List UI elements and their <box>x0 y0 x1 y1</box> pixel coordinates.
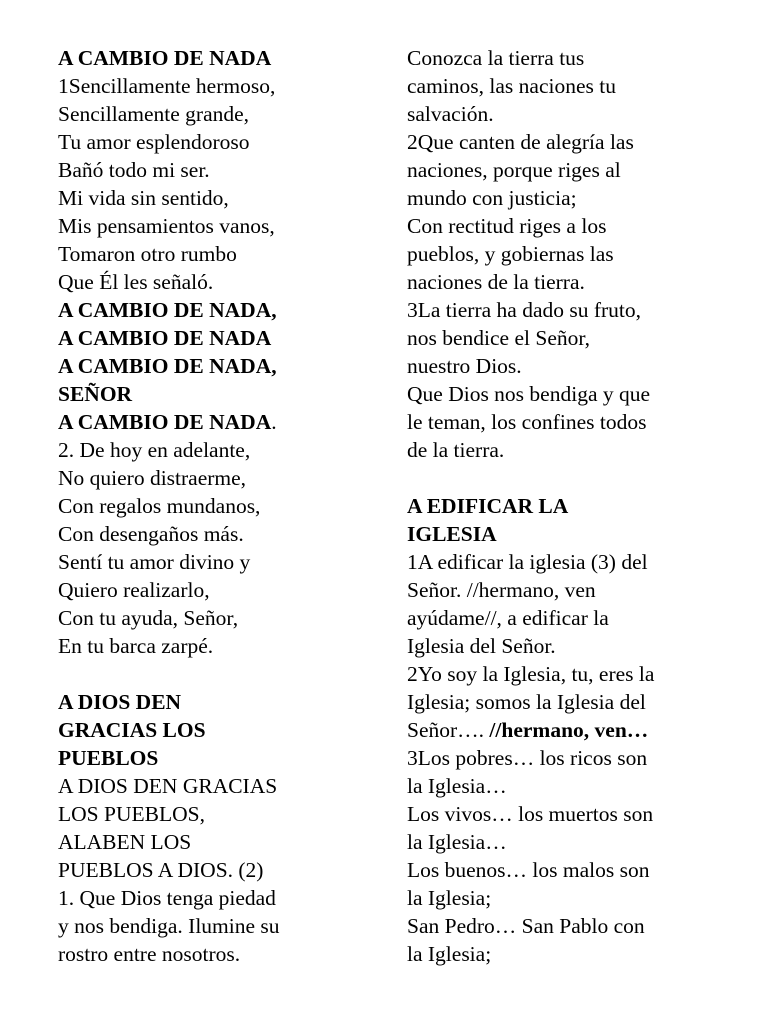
chorus-line: LOS PUEBLOS, <box>58 802 205 826</box>
lyric-line: Iglesia del Señor. <box>407 634 556 658</box>
chorus-line: ALABEN LOS <box>58 830 192 854</box>
song-title: A CAMBIO DE NADA <box>58 46 272 70</box>
chorus-line-bold: A CAMBIO DE NADA <box>58 410 272 434</box>
lyric-line: pueblos, y gobiernas las <box>407 242 614 266</box>
song-title: PUEBLOS <box>58 746 159 770</box>
lyric-line: Sencillamente grande, <box>58 102 250 126</box>
chorus-line: A CAMBIO DE NADA, <box>58 298 277 322</box>
lyric-line: Tomaron otro rumbo <box>58 242 237 266</box>
chorus-line-punct: . <box>271 410 277 434</box>
lyric-line: San Pedro… San Pablo con <box>407 914 645 938</box>
chorus-line: A DIOS DEN GRACIAS <box>58 774 278 798</box>
song-title: A EDIFICAR LA <box>407 494 569 518</box>
lyric-line: la Iglesia… <box>407 830 507 854</box>
lyric-bold-part: //hermano, ven… <box>489 718 649 742</box>
chorus-line: A CAMBIO DE NADA, <box>58 354 277 378</box>
lyric-line: Quiero realizarlo, <box>58 578 210 602</box>
lyric-line: caminos, las naciones tu <box>407 74 616 98</box>
lyric-line-mixed <box>407 716 737 744</box>
chorus-line: PUEBLOS A DIOS. (2) <box>58 858 264 882</box>
lyric-line: Con regalos mundanos, <box>58 494 261 518</box>
song-title: A DIOS DEN <box>58 690 182 714</box>
left-column <box>58 44 358 968</box>
chorus-line-last <box>58 408 358 436</box>
lyric-line: 3Los pobres… los ricos son <box>407 746 648 770</box>
lyric-line: Con rectitud riges a los <box>407 214 607 238</box>
lyric-line: rostro entre nosotros. <box>58 942 241 966</box>
lyric-line: y nos bendiga. Ilumine su <box>58 914 280 938</box>
lyric-line: naciones, porque riges al <box>407 158 621 182</box>
lyric-line: Los buenos… los malos son <box>407 858 650 882</box>
lyric-plain-part: Señor…. <box>407 718 490 742</box>
chorus-line: SEÑOR <box>58 382 133 406</box>
lyric-line: la Iglesia; <box>407 942 492 966</box>
lyric-line: No quiero distraerme, <box>58 466 247 490</box>
lyric-line: 2. De hoy en adelante, <box>58 438 251 462</box>
lyric-line: Señor. //hermano, ven <box>407 578 596 602</box>
lyric-line: Los vivos… los muertos son <box>407 802 654 826</box>
lyric-line: Que Él les señaló. <box>58 270 214 294</box>
section-gap <box>407 464 737 492</box>
lyric-line: nos bendice el Señor, <box>407 326 591 350</box>
lyric-line: Con desengaños más. <box>58 522 244 546</box>
lyric-line: salvación. <box>407 102 494 126</box>
lyric-line: Que Dios nos bendiga y que <box>407 382 651 406</box>
lyric-line: 1. Que Dios tenga piedad <box>58 886 276 910</box>
section-gap <box>58 660 358 688</box>
lyric-line: En tu barca zarpé. <box>58 634 214 658</box>
song-title: GRACIAS LOS <box>58 718 206 742</box>
lyric-line: mundo con justicia; <box>407 186 577 210</box>
lyric-line: Conozca la tierra tus <box>407 46 585 70</box>
lyric-line: ayúdame//, a edificar la <box>407 606 609 630</box>
lyric-line: la Iglesia… <box>407 774 507 798</box>
lyric-line: nuestro Dios. <box>407 354 522 378</box>
lyric-line: Iglesia; somos la Iglesia del <box>407 690 646 714</box>
lyric-line: 2Que canten de alegría las <box>407 130 634 154</box>
lyric-line: 2Yo soy la Iglesia, tu, eres la <box>407 662 655 686</box>
lyric-line: 1A edificar la iglesia (3) del <box>407 550 648 574</box>
lyric-line: 1Sencillamente hermoso, <box>58 74 276 98</box>
right-column <box>407 44 737 968</box>
lyric-line: Con tu ayuda, Señor, <box>58 606 239 630</box>
lyric-line: la Iglesia; <box>407 886 492 910</box>
song-title: IGLESIA <box>407 522 497 546</box>
lyric-line: de la tierra. <box>407 438 505 462</box>
lyric-line: Mi vida sin sentido, <box>58 186 229 210</box>
lyric-line: Mis pensamientos vanos, <box>58 214 275 238</box>
lyric-line: Bañó todo mi ser. <box>58 158 210 182</box>
lyric-line: 3La tierra ha dado su fruto, <box>407 298 642 322</box>
lyric-line: Tu amor esplendoroso <box>58 130 250 154</box>
lyric-line: Sentí tu amor divino y <box>58 550 251 574</box>
lyric-line: naciones de la tierra. <box>407 270 585 294</box>
lyric-line: le teman, los confines todos <box>407 410 647 434</box>
chorus-line: A CAMBIO DE NADA <box>58 326 272 350</box>
